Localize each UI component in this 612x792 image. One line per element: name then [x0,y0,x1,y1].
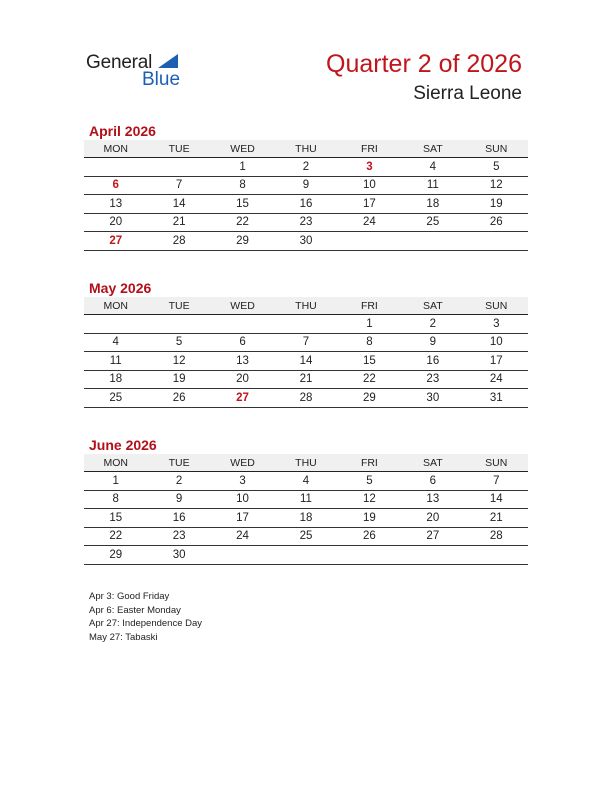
day-cell: 11 [401,176,464,195]
weekday-header: MON [84,297,147,315]
weekday-header: SAT [401,297,464,315]
weekday-header: SUN [465,297,528,315]
day-cell: 21 [274,370,337,389]
empty-day-cell [211,315,274,334]
week-row [84,509,528,528]
day-cell: 17 [211,509,274,528]
day-cell: 27 [84,232,147,251]
week-row [84,527,528,546]
day-cell: 23 [147,527,210,546]
week-row [84,176,528,195]
holiday-note: Apr 6: Easter Monday [89,604,181,616]
day-cell: 10 [465,333,528,352]
day-cell: 7 [274,333,337,352]
weekday-header: MON [84,454,147,472]
day-cell: 7 [465,472,528,491]
day-cell: 17 [465,352,528,371]
day-cell: 2 [401,315,464,334]
day-cell: 15 [338,352,401,371]
day-cell: 4 [84,333,147,352]
week-row [84,352,528,371]
day-cell: 1 [338,315,401,334]
weekday-header: SUN [465,454,528,472]
weekday-header: TUE [147,454,210,472]
day-cell: 19 [465,195,528,214]
month-calendar-table [84,140,528,251]
day-cell: 14 [274,352,337,371]
day-cell: 1 [211,158,274,177]
empty-day-cell [274,315,337,334]
day-cell: 18 [401,195,464,214]
day-cell: 18 [84,370,147,389]
day-cell: 13 [84,195,147,214]
day-cell: 11 [274,490,337,509]
weekday-header: THU [274,140,337,158]
day-cell: 31 [465,389,528,408]
empty-day-cell [465,232,528,251]
day-cell: 15 [211,195,274,214]
weekday-header: FRI [338,140,401,158]
logo-text-blue: Blue [142,69,181,90]
weekday-header: MON [84,140,147,158]
day-cell: 19 [338,509,401,528]
holiday-notes [89,590,202,644]
weekday-header: WED [211,140,274,158]
day-cell: 22 [84,527,147,546]
day-cell: 23 [274,213,337,232]
empty-day-cell [84,158,147,177]
day-cell: 12 [338,490,401,509]
empty-day-cell [401,232,464,251]
day-cell: 3 [465,315,528,334]
day-cell: 4 [274,472,337,491]
week-row [84,546,528,565]
day-cell: 25 [401,213,464,232]
day-cell: 20 [211,370,274,389]
day-cell: 8 [84,490,147,509]
day-cell: 10 [338,176,401,195]
week-row [84,472,528,491]
day-cell: 25 [84,389,147,408]
day-cell: 9 [274,176,337,195]
day-cell: 3 [338,158,401,177]
empty-day-cell [465,546,528,565]
day-cell: 28 [274,389,337,408]
day-cell: 27 [401,527,464,546]
day-cell: 24 [338,213,401,232]
empty-day-cell [84,315,147,334]
weekday-header-row [84,297,528,315]
day-cell: 18 [274,509,337,528]
day-cell: 14 [465,490,528,509]
empty-day-cell [338,546,401,565]
day-cell: 6 [401,472,464,491]
country-name: Sierra Leone [413,83,522,104]
day-cell: 12 [465,176,528,195]
week-row [84,315,528,334]
day-cell: 7 [147,176,210,195]
day-cell: 19 [147,370,210,389]
day-cell: 17 [338,195,401,214]
day-cell: 16 [274,195,337,214]
weekday-header: TUE [147,297,210,315]
day-cell: 26 [465,213,528,232]
day-cell: 28 [465,527,528,546]
empty-day-cell [274,546,337,565]
day-cell: 1 [84,472,147,491]
day-cell: 10 [211,490,274,509]
month-calendar-table [84,454,528,565]
weekday-header: WED [211,454,274,472]
day-cell: 13 [211,352,274,371]
day-cell: 13 [401,490,464,509]
weekday-header: WED [211,297,274,315]
weekday-header-row [84,140,528,158]
day-cell: 20 [84,213,147,232]
day-cell: 5 [465,158,528,177]
day-cell: 5 [338,472,401,491]
month-title: April 2026 [89,123,156,139]
weekday-header: FRI [338,297,401,315]
week-row [84,158,528,177]
day-cell: 2 [147,472,210,491]
empty-day-cell [401,546,464,565]
day-cell: 27 [211,389,274,408]
day-cell: 2 [274,158,337,177]
empty-day-cell [211,546,274,565]
day-cell: 26 [338,527,401,546]
day-cell: 20 [401,509,464,528]
day-cell: 11 [84,352,147,371]
weekday-header: SAT [401,140,464,158]
month-title: May 2026 [89,280,152,296]
weekday-header: SUN [465,140,528,158]
month-calendar-table [84,297,528,408]
day-cell: 24 [465,370,528,389]
day-cell: 9 [147,490,210,509]
weekday-header-row [84,454,528,472]
week-row [84,370,528,389]
day-cell: 29 [211,232,274,251]
day-cell: 16 [401,352,464,371]
day-cell: 5 [147,333,210,352]
day-cell: 21 [465,509,528,528]
day-cell: 4 [401,158,464,177]
week-row [84,389,528,408]
holiday-note: Apr 27: Independence Day [89,618,203,629]
day-cell: 28 [147,232,210,251]
day-cell: 30 [274,232,337,251]
week-row [84,333,528,352]
day-cell: 25 [274,527,337,546]
weekday-header: THU [274,297,337,315]
day-cell: 3 [211,472,274,491]
holiday-note: May 27: Tabaski [89,631,158,643]
holiday-note: Apr 3: Good Friday [89,591,170,602]
day-cell: 9 [401,333,464,352]
month-block-may [84,279,528,408]
weekday-header: FRI [338,454,401,472]
month-block-april [84,122,528,251]
logo-triangle-icon [158,54,178,68]
page-title: Quarter 2 of 2026 [326,50,522,78]
day-cell: 21 [147,213,210,232]
brand-logo [86,52,196,90]
day-cell: 6 [211,333,274,352]
day-cell: 8 [211,176,274,195]
month-title: June 2026 [89,437,157,453]
empty-day-cell [147,315,210,334]
day-cell: 15 [84,509,147,528]
weekday-header: THU [274,454,337,472]
day-cell: 22 [211,213,274,232]
day-cell: 26 [147,389,210,408]
day-cell: 30 [401,389,464,408]
day-cell: 8 [338,333,401,352]
empty-day-cell [338,232,401,251]
weekday-header: TUE [147,140,210,158]
month-block-june [84,436,528,565]
week-row [84,213,528,232]
week-row [84,232,528,251]
day-cell: 6 [84,176,147,195]
day-cell: 12 [147,352,210,371]
day-cell: 16 [147,509,210,528]
empty-day-cell [147,158,210,177]
day-cell: 29 [84,546,147,565]
day-cell: 24 [211,527,274,546]
day-cell: 23 [401,370,464,389]
day-cell: 14 [147,195,210,214]
week-row [84,195,528,214]
day-cell: 22 [338,370,401,389]
weekday-header: SAT [401,454,464,472]
day-cell: 29 [338,389,401,408]
week-row [84,490,528,509]
logo-text-general: General [86,52,153,73]
day-cell: 30 [147,546,210,565]
